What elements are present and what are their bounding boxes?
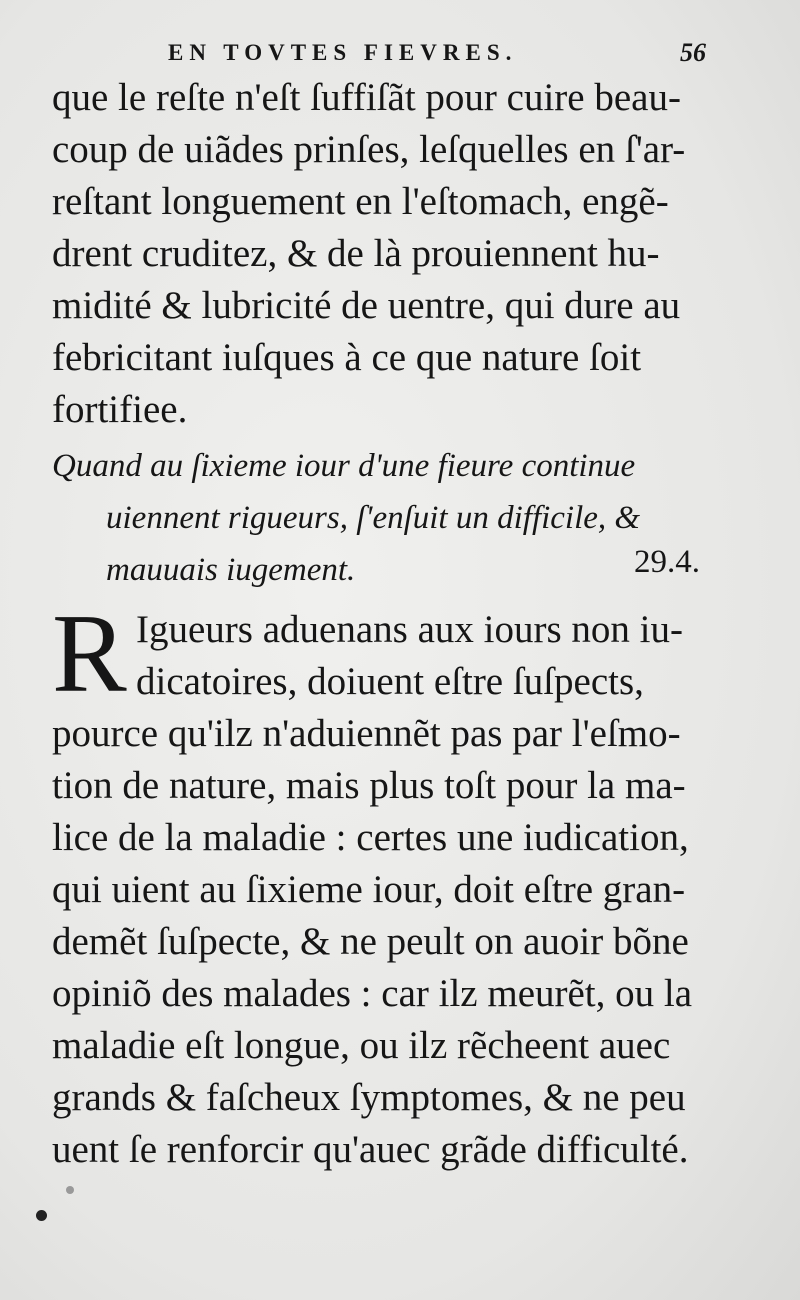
- text-line: qui uient au ſixieme iour, doit eſtre gran-: [52, 868, 686, 911]
- drop-cap: R: [52, 592, 127, 716]
- text-line: midité & lubricité de uentre, qui dure au: [52, 284, 681, 327]
- page-number: 56: [680, 38, 706, 67]
- text-line: coup de uiãdes prinſes, leſquelles en ſ'ar-: [52, 128, 686, 171]
- text-line: pource qu'ilz n'aduiennẽt pas par l'eſmo-: [52, 712, 681, 755]
- running-title: EN TOVTES FIEVRES.: [168, 40, 518, 65]
- text-line: demẽt ſuſpecte, & ne peult on auoir bõne: [52, 920, 689, 963]
- text-line: grands & faſcheux ſymptomes, & ne peu: [52, 1076, 686, 1119]
- aphorism-reference: 29.4.: [634, 544, 700, 580]
- aphorism-line: Quand au ſixieme iour d'une fieure continue: [52, 448, 636, 484]
- aphorism-line: mauuais iugement.: [106, 552, 356, 588]
- text-line: maladie eſt longue, ou ilz rẽcheent auec: [52, 1024, 671, 1067]
- paragraph-1: [52, 72, 732, 436]
- text-line: reſtant longuement en l'eſtomach, engẽ-: [52, 180, 669, 223]
- text-line: opiniõ des malades : car ilz meurẽt, ou la: [52, 972, 693, 1015]
- aphorism: [52, 440, 732, 596]
- text-line: fortifiee.: [52, 388, 188, 431]
- text-line: lice de la maladie : certes une iudication,: [52, 816, 689, 859]
- text-line: tion de nature, mais plus toſt pour la ma-: [52, 764, 686, 807]
- paragraph-2: [52, 592, 732, 1176]
- text-line: dicatoires, doiuent eſtre ſuſpects,: [136, 660, 644, 703]
- text-line: que le reſte n'eſt ſuffiſãt pour cuire beau-: [52, 76, 681, 119]
- ink-spot: [66, 1186, 74, 1194]
- aphorism-line: uiennent rigueurs, ſ'enſuit un difficile, &: [106, 500, 641, 536]
- text-line: febricitant iuſques à ce que nature ſoit: [52, 336, 642, 379]
- text-line: drent cruditez, & de là prouiennent hu-: [52, 232, 660, 275]
- text-line: Igueurs aduenans aux iours non iu-: [136, 608, 683, 651]
- ink-spot: [36, 1210, 47, 1221]
- text-line: uent ſe renforcir qu'auec grãde difficulté.: [52, 1128, 689, 1171]
